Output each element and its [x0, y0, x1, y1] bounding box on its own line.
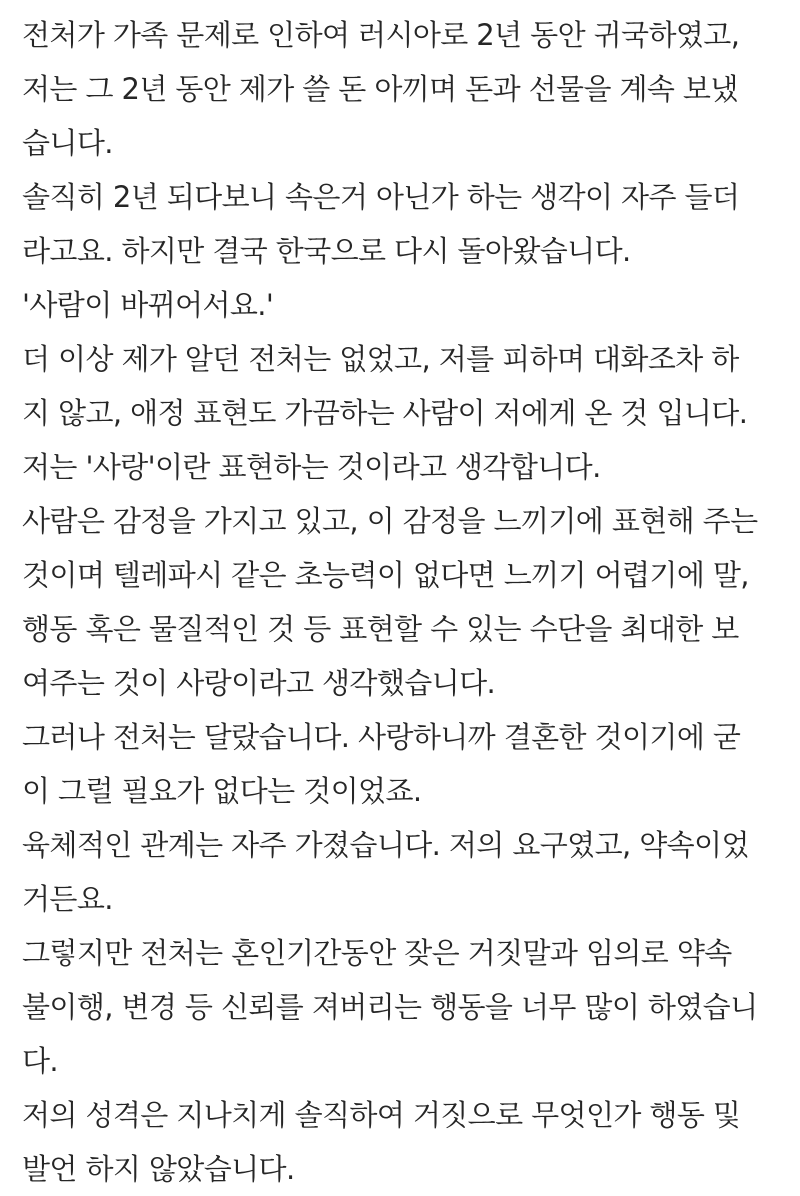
text-line: 라고요. 하지만 결국 한국으로 다시 돌아왔습니다.: [22, 234, 631, 268]
text-line: 그러나 전처는 달랐습니다. 사랑하니까 결혼한 것이기에 굳: [22, 720, 741, 754]
text-line: 솔직히 2년 되다보니 속은거 아닌가 하는 생각이 자주 들더: [22, 180, 740, 214]
text-line: 거든요.: [22, 882, 113, 916]
text-line: 전처가 가족 문제로 인하여 러시아로 2년 동안 귀국하였고,: [22, 18, 740, 52]
text-line: 이 그럴 필요가 없다는 것이었죠.: [22, 774, 422, 808]
text-line: 행동 혹은 물질적인 것 등 표현할 수 있는 수단을 최대한 보: [22, 612, 739, 646]
text-line: 지 않고, 애정 표현도 가끔하는 사람이 저에게 온 것 입니다.: [22, 396, 748, 430]
text-line: 습니다.: [22, 126, 113, 160]
text-line: 것이며 텔레파시 같은 초능력이 없다면 느끼기 어렵기에 말,: [22, 558, 749, 592]
text-line: 저는 그 2년 동안 제가 쓸 돈 아끼며 돈과 선물을 계속 보냈: [22, 72, 738, 106]
text-line: '사람이 바뀌어서요.': [22, 288, 274, 322]
text-line: 여주는 것이 사랑이라고 생각했습니다.: [22, 666, 496, 700]
text-line: 불이행, 변경 등 신뢰를 져버리는 행동을 너무 많이 하였습니: [22, 990, 758, 1024]
text-line: 그렇지만 전처는 혼인기간동안 잦은 거짓말과 임의로 약속: [22, 936, 732, 970]
text-line: 사람은 감정을 가지고 있고, 이 감정을 느끼기에 표현해 주는: [22, 504, 758, 538]
text-line: 저는 '사랑'이란 표현하는 것이라고 생각합니다.: [22, 450, 601, 484]
text-line: 더 이상 제가 알던 전처는 없었고, 저를 피하며 대화조차 하: [22, 342, 739, 376]
text-line: 발언 하지 않았습니다.: [22, 1152, 295, 1186]
text-line: 육체적인 관계는 자주 가졌습니다. 저의 요구였고, 약속이었: [22, 828, 749, 862]
text-line: 저의 성격은 지나치게 솔직하여 거짓으로 무엇인가 행동 및: [22, 1098, 741, 1132]
text-line: 다.: [22, 1044, 59, 1078]
